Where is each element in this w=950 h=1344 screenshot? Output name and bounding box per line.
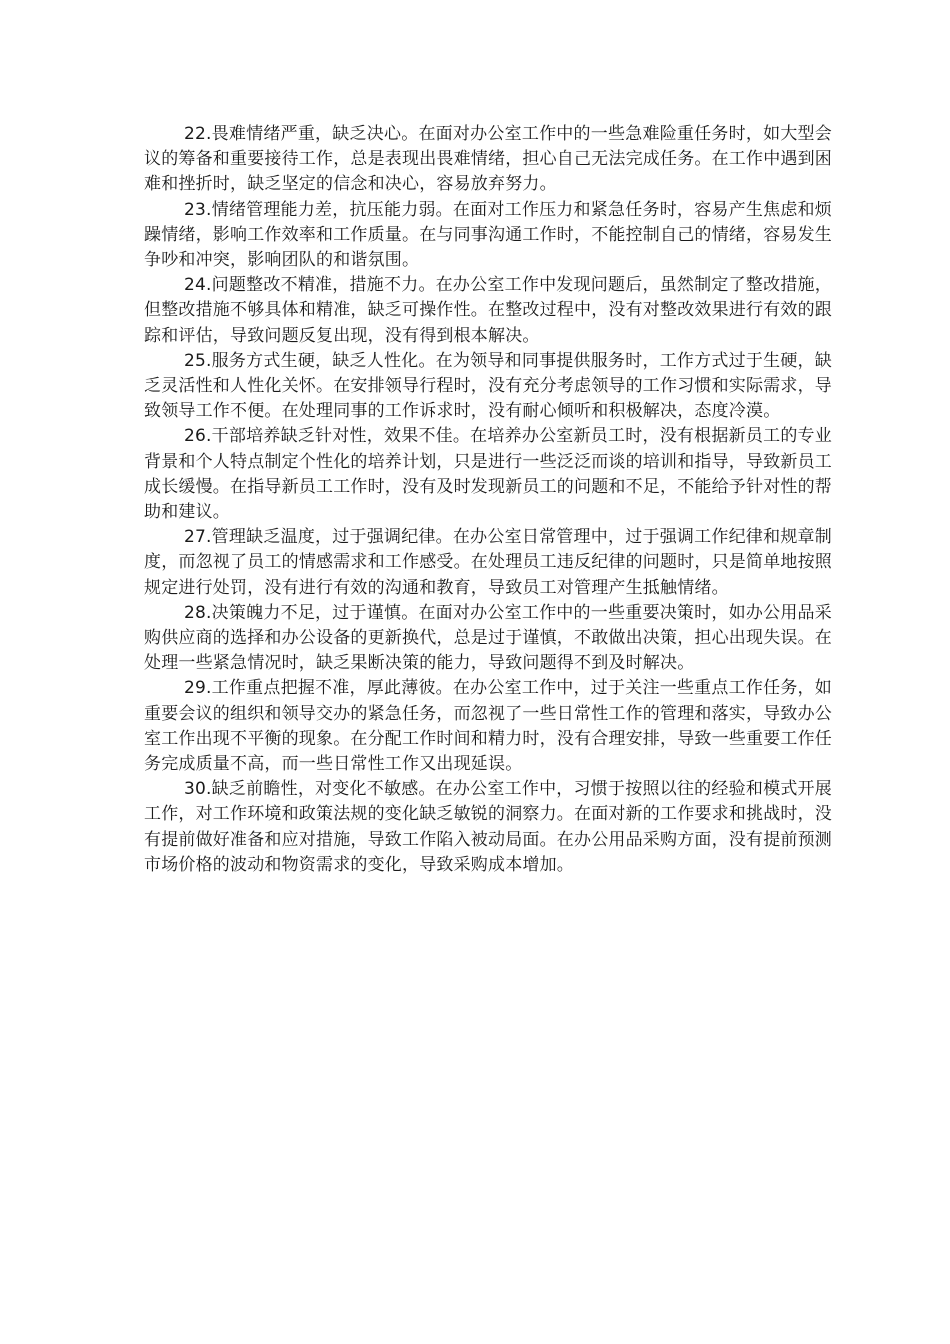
paragraph-25: 25.服务方式生硬，缺乏人性化。在为领导和同事提供服务时，工作方式过于生硬，缺乏灵活性和人性化关怀。在安排领导行程时，没有充分考虑领导的工作习惯和实际需求，导致领导工作不便。在处理同事的工作诉求时，没有耐心倾听和积极解决，态度冷漠。 [144, 350, 832, 422]
paragraph-29: 29.工作重点把握不准，厚此薄彼。在办公室工作中，过于关注一些重点工作任务，如重要会议的组织和领导交办的紧急任务，而忽视了一些日常性工作的管理和落实，导致办公室工作出现不平衡的现象。在分配工作时间和精力时，没有合理安排，导致一些重要工作任务完成质量不高，而一些日常性工作又出现延误。 [144, 678, 832, 775]
paragraph-30: 30.缺乏前瞻性，对变化不敏感。在办公室工作中，习惯于按照以往的经验和模式开展工作，对工作环境和政策法规的变化缺乏敏锐的洞察力。在面对新的工作要求和挑战时，没有提前做好准备和应对措施，导致工作陷入被动局面。在办公用品采购方面，没有提前预测市场价格的波动和物资需求的变化，导致采购成本增加。 [144, 779, 832, 875]
paragraph-23: 23.情绪管理能力差，抗压能力弱。在面对工作压力和紧急任务时，容易产生焦虑和烦躁情绪，影响工作效率和工作质量。在与同事沟通工作时，不能控制自己的情绪，容易发生争吵和冲突，影响团队的和谐氛围。 [144, 199, 832, 271]
paragraph-22: 22.畏难情绪严重，缺乏决心。在面对办公室工作中的一些急难险重任务时，如大型会议的筹备和重要接待工作，总是表现出畏难情绪，担心自己无法完成任务。在工作中遇到困难和挫折时，缺乏坚定的信念和决心，容易放弃努力。 [144, 124, 832, 195]
paragraph-24: 24.问题整改不精准，措施不力。在办公室工作中发现问题后，虽然制定了整改措施，但整改措施不够具体和精准，缺乏可操作性。在整改过程中，没有对整改效果进行有效的跟踪和评估，导致问题反复出现，没有得到根本解决。 [144, 275, 832, 346]
document-body [144, 122, 832, 878]
paragraph-26: 26.干部培养缺乏针对性，效果不佳。在培养办公室新员工时，没有根据新员工的专业背景和个人特点制定个性化的培养计划，只是进行一些泛泛而谈的培训和指导，导致新员工成长缓慢。在指导新员工工作时，没有及时发现新员工的问题和不足，不能给予针对性的帮助和建议。 [144, 426, 832, 523]
paragraph-27: 27.管理缺乏温度，过于强调纪律。在办公室日常管理中，过于强调工作纪律和规章制度，而忽视了员工的情感需求和工作感受。在处理员工违反纪律的问题时，只是简单地按照规定进行处罚，没有进行有效的沟通和教育，导致员工对管理产生抵触情绪。 [144, 527, 832, 598]
paragraph-28: 28.决策魄力不足，过于谨慎。在面对办公室工作中的一些重要决策时，如办公用品采购供应商的选择和办公设备的更新换代，总是过于谨慎，不敢做出决策，担心出现失误。在处理一些紧急情况时，缺乏果断决策的能力，导致问题得不到及时解决。 [144, 602, 832, 674]
